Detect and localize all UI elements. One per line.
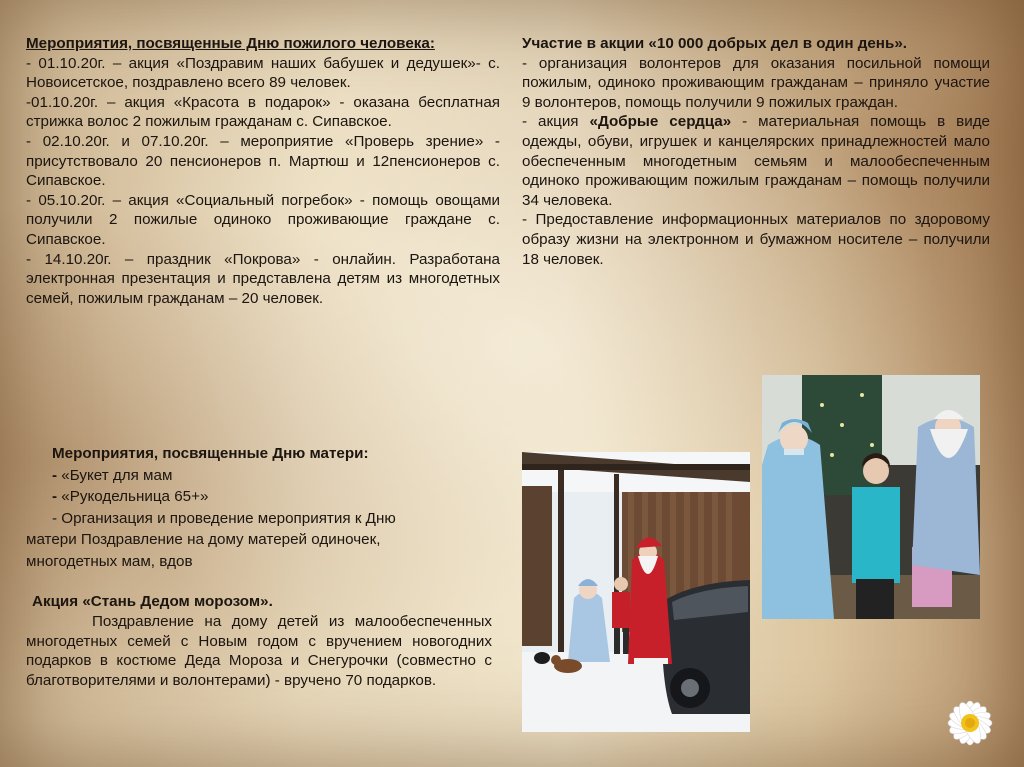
list-item-prefix: - акция <box>522 113 590 131</box>
list-item: - 01.10.20г. – акция «Поздравим наших бабушек и дедушек»- с. Новоисетское, поздравлено всего 89 человек. <box>26 54 500 92</box>
good-deeds-section <box>522 34 990 269</box>
grandfather-frost-heading: Акция «Стань Дедом морозом». <box>32 593 273 610</box>
grandfather-frost-section <box>26 592 492 691</box>
list-item-label: «Рукодельница 65+» <box>61 488 209 505</box>
good-deeds-heading: Участие в акции «10 000 добрых дел в один день». <box>522 35 907 52</box>
mothers-day-heading: Мероприятия, посвященные Дню матери: <box>52 445 369 462</box>
bullet-dash: - <box>52 466 62 484</box>
good-hearts-label: «Добрые сердца» <box>589 113 732 131</box>
mothers-day-section <box>26 443 492 572</box>
list-item-continuation: матери Поздравление на дому матерей одиночек, <box>26 531 381 548</box>
elderly-day-heading: Мероприятия, посвященные Дню пожилого человека: <box>26 35 435 52</box>
grandfather-frost-text: Поздравление на дому детей из малообеспеченных многодетных семей с Новым годом с вручением новогодних подарков в костюме Деда Мороза и Снегурочки (совместно с благотворителями и волонтерами) - вручено 70 подарков. <box>26 612 492 690</box>
list-item <box>52 486 492 508</box>
elderly-day-section <box>26 34 500 308</box>
list-item: - 05.10.20г. – акция «Социальный погребок» - помощь овощами получили 2 пожилые одиноко проживающие граждане с. Сипавское. <box>26 191 500 248</box>
list-item <box>52 465 492 487</box>
list-item: -01.10.20г. – акция «Красота в подарок» - оказана бесплатная стрижка волос 2 пожилым гражданам с. Сипавское. <box>26 93 500 131</box>
list-item: - 02.10.20г. и 07.10.20г. – мероприятие «Проверь зрение» - присутствовало 20 пенсионеров п. Мартюш и 12пенсионеров с. Сипавское. <box>26 132 500 190</box>
list-item: - 14.10.20г. – праздник «Покрова» - онлайин. Разработана электронная презентация и представлена детям из многодетных семей, пожилым гражданам – 20 человек. <box>26 250 500 307</box>
list-item: - Организация и проведение мероприятия к Дню <box>52 509 396 527</box>
daisy-decoration <box>928 688 1012 758</box>
list-item-text: - материальная помощь в виде одежды, обуви, игрушек и канцелярских принадлежностей мало обеспеченным многодетным семьям и малообеспеченным одиноко проживающим пожилым гражданам – помощь получили 34 человека. <box>522 113 991 209</box>
list-item <box>522 112 990 210</box>
bullet-dash: - <box>52 488 62 505</box>
list-item: - Предоставление информационных материалов по здоровому образу жизни на электронном и бумажном носителе – получили 18 человек. <box>522 211 990 268</box>
list-item-continuation: многодетных мам, вдов <box>26 552 193 570</box>
list-item-label: «Букет для мам <box>61 466 173 484</box>
list-item: - организация волонтеров для оказания посильной помощи пожилым, одиноко проживающим гражданам – приняло участие 9 волонтеров, помощь получили 9 пожилых граждан. <box>522 54 990 111</box>
new-year-tree-photo <box>762 375 980 619</box>
santa-carport-photo <box>522 452 750 732</box>
